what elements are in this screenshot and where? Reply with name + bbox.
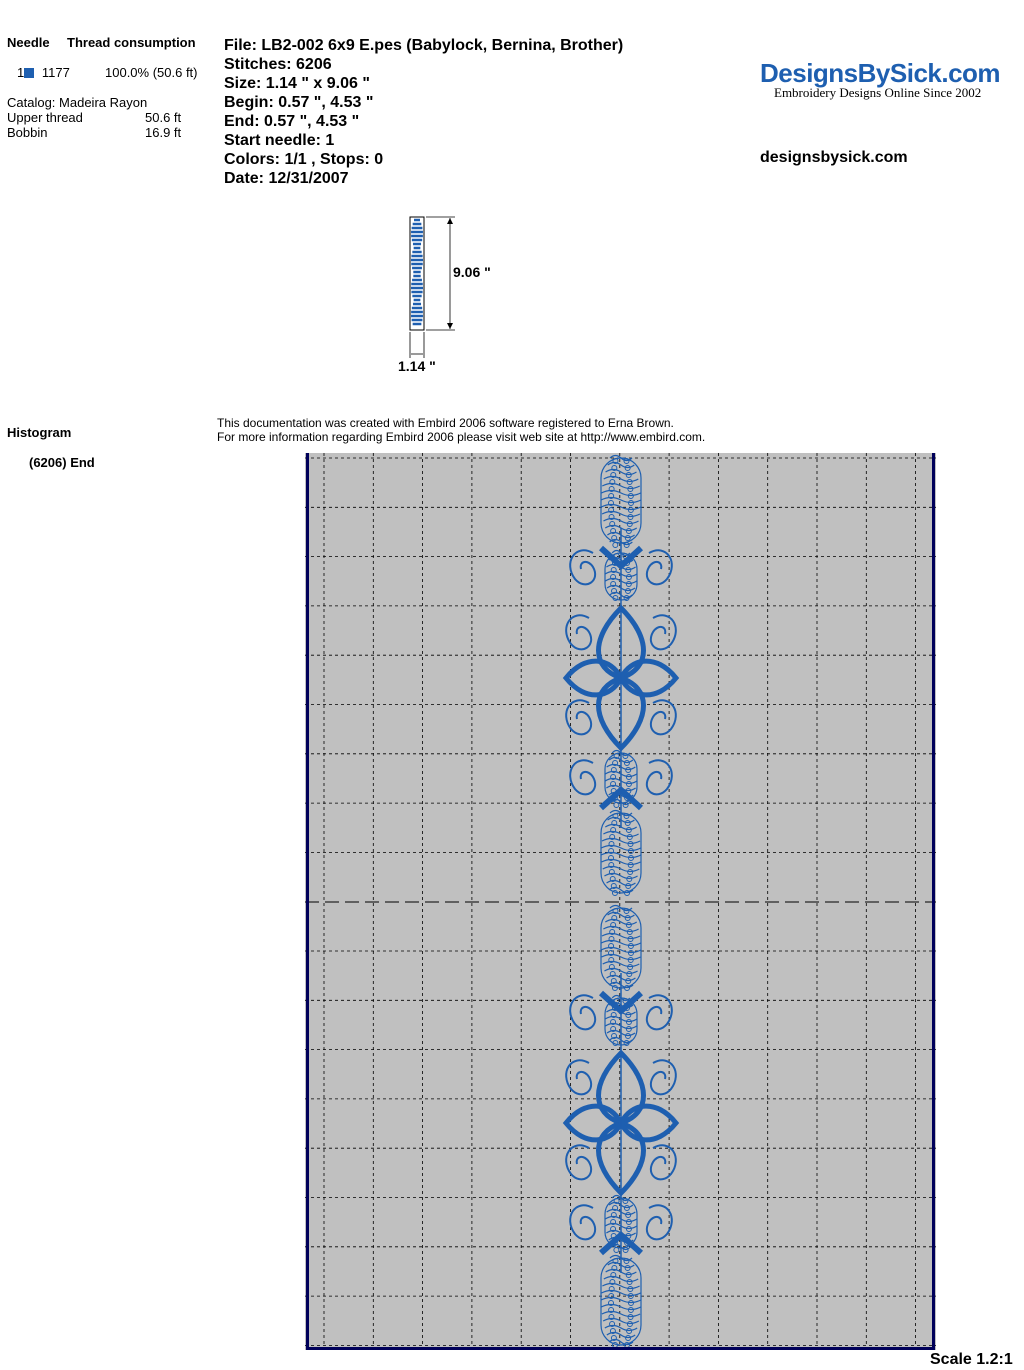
colors-stops: Colors: 1/1 , Stops: 0 bbox=[224, 151, 384, 168]
upper-thread-value: 50.6 ft bbox=[145, 110, 182, 125]
histogram-title: Histogram bbox=[7, 425, 72, 440]
file-name: File: LB2-002 6x9 E.pes (Babylock, Bernina, Brother) bbox=[224, 37, 624, 54]
company-site: designsbysick.com bbox=[760, 149, 908, 166]
stitch-count: Stitches: 6206 bbox=[224, 56, 332, 73]
file-info bbox=[224, 36, 623, 188]
col-needle-header: Needle bbox=[7, 35, 50, 50]
needle-number: 1 bbox=[17, 65, 25, 80]
hoop-frame-right bbox=[932, 453, 935, 1350]
design-date: Date: 12/31/2007 bbox=[224, 170, 349, 187]
hoop-canvas bbox=[305, 453, 936, 1350]
logo-tagline: Embroidery Designs Online Since 2002 bbox=[774, 85, 982, 100]
histogram-entry: (6206) End bbox=[29, 455, 95, 470]
company-logo bbox=[760, 58, 1000, 101]
thread-color-swatch bbox=[24, 68, 34, 78]
thumbnail-drawing bbox=[390, 210, 510, 380]
design-size: Size: 1.14 " x 9.06 " bbox=[224, 75, 370, 92]
design-thumbnail bbox=[390, 210, 510, 380]
thread-consumption: 100.0% (50.6 ft) bbox=[105, 65, 198, 80]
begin-position: Begin: 0.57 ", 4.53 " bbox=[224, 94, 374, 111]
credit-line-2: For more information regarding Embird 2006 please visit web site at http://www.embird.com. bbox=[217, 430, 706, 444]
hoop-frame-left bbox=[306, 453, 309, 1350]
bobbin-label: Bobbin bbox=[7, 125, 48, 140]
start-needle: Start needle: 1 bbox=[224, 132, 335, 149]
bobbin-value: 16.9 ft bbox=[145, 125, 182, 140]
thumbnail-width-label: 1.14 " bbox=[398, 358, 436, 374]
embroidery-preview bbox=[305, 453, 936, 1350]
logo-wordmark: DesignsBySick.com bbox=[760, 58, 1001, 88]
scale-label: Scale 1.2:1 bbox=[930, 1351, 1013, 1368]
upper-thread-label: Upper thread bbox=[7, 110, 83, 125]
thumbnail-height-label: 9.06 " bbox=[453, 264, 491, 280]
hoop-frame-bottom bbox=[306, 1347, 935, 1350]
thread-code: 1177 bbox=[41, 65, 70, 80]
col-consumption-header: Thread consumption bbox=[67, 35, 196, 50]
software-credit bbox=[217, 416, 705, 444]
end-position: End: 0.57 ", 4.53 " bbox=[224, 113, 360, 130]
credit-line-1: This documentation was created with Embird 2006 software registered to Erna Brown. bbox=[217, 416, 674, 430]
thread-row bbox=[17, 65, 70, 80]
catalog-label: Catalog: Madeira Rayon bbox=[7, 95, 148, 110]
